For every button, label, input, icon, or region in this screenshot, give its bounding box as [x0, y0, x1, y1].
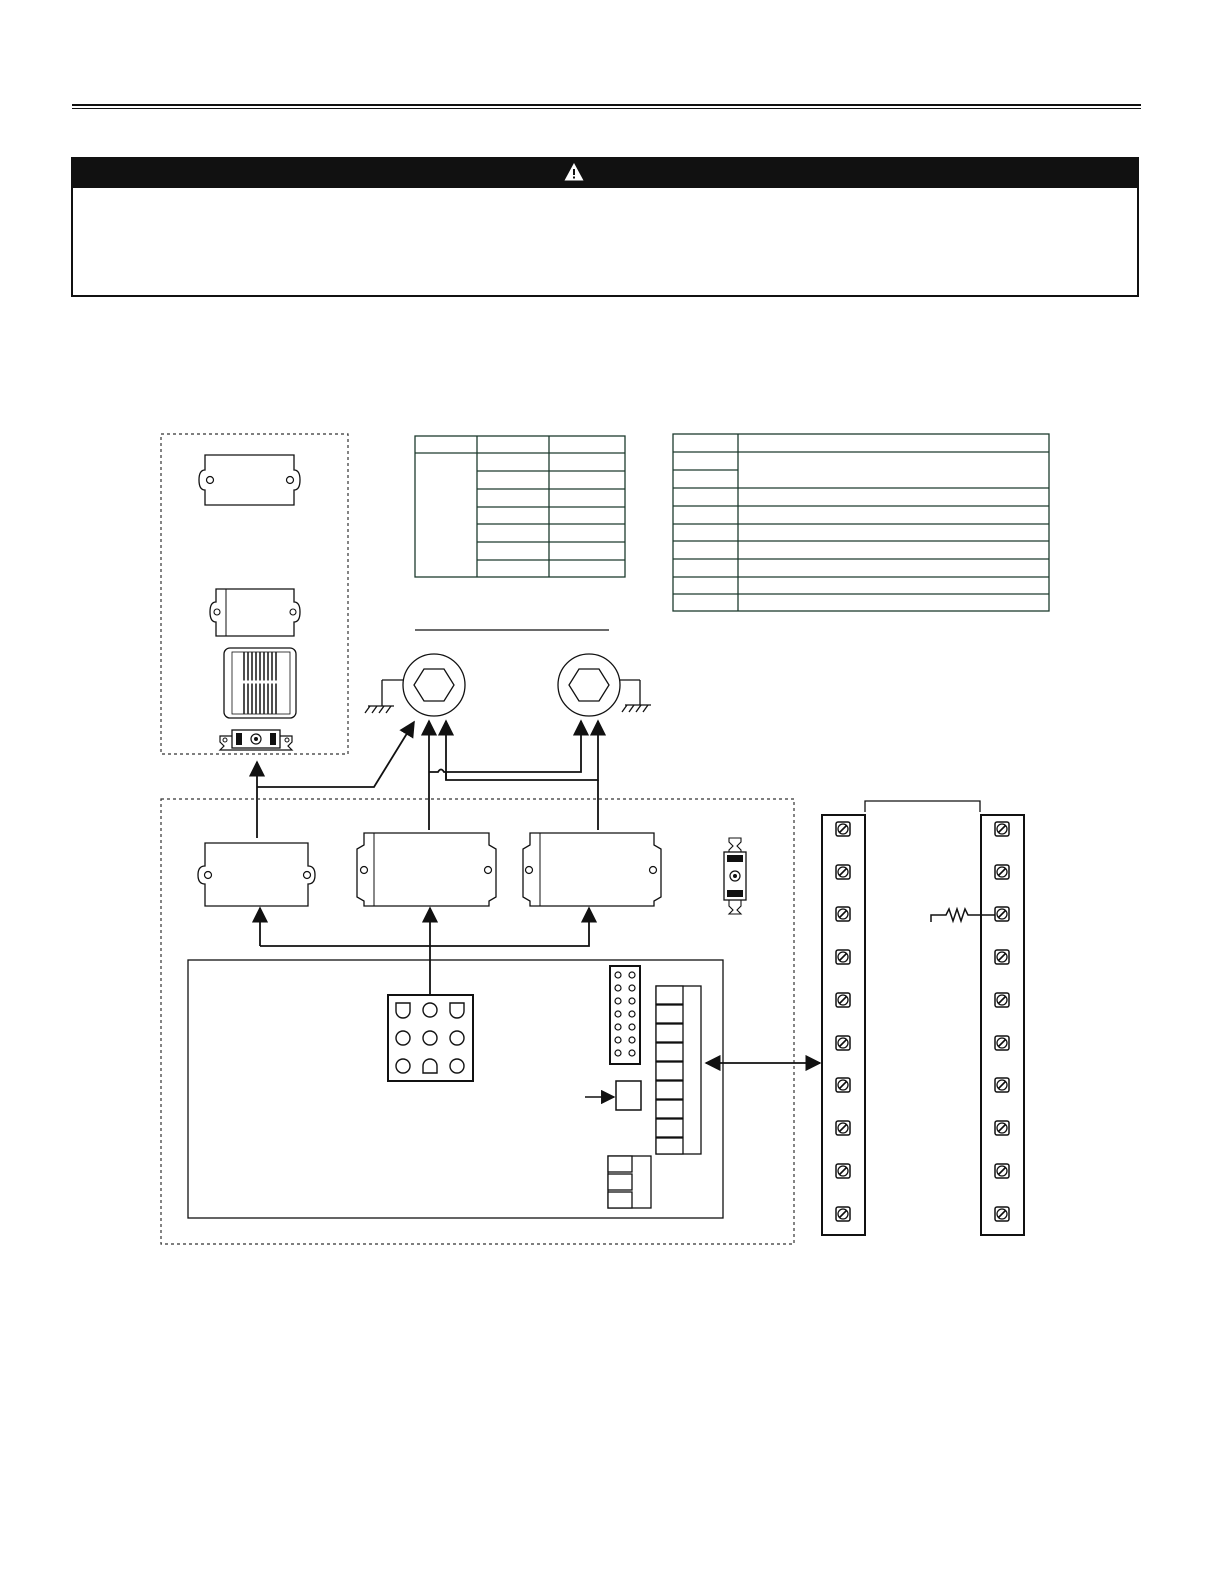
terminal-screw-icon [995, 1121, 1009, 1135]
wiring-table-1 [415, 436, 625, 577]
power-module-icon [357, 833, 496, 906]
terminal-screw-icon [836, 1078, 850, 1092]
ground-icon [365, 680, 403, 713]
heat-sink-icon [224, 648, 296, 718]
terminal-block-icon [822, 815, 865, 1235]
terminal-bracket [865, 801, 980, 812]
ground-icon [620, 680, 651, 712]
terminal-screw-icon [995, 1164, 1009, 1178]
terminal-screw-icon [836, 1121, 850, 1135]
terminal-connector-icon [656, 986, 701, 1154]
terminal-screw-icon [836, 1207, 850, 1221]
wire-connections-upper [257, 721, 598, 838]
jumper-block-icon [616, 1081, 641, 1110]
power-module-icon [210, 589, 300, 636]
pin-header-icon [610, 966, 640, 1064]
terminal-screw-icon [836, 993, 850, 1007]
terminal-screw-icon [995, 1036, 1009, 1050]
fuse-holder-icon [724, 838, 746, 914]
terminal-screw-icon [836, 950, 850, 964]
wire-connections-lower [260, 908, 589, 995]
terminal-screw-icon [995, 950, 1009, 964]
connector-plug-icon [388, 995, 473, 1081]
terminal-screw-icon [995, 822, 1009, 836]
terminal-screw-icon [995, 1078, 1009, 1092]
transformer-icon [198, 843, 315, 906]
terminal-connector-icon [608, 1156, 651, 1208]
terminal-screw-icon [995, 865, 1009, 879]
gas-valve-icon [558, 654, 620, 716]
terminal-screw-icon [836, 865, 850, 879]
terminal-screw-icon [995, 907, 1009, 921]
terminal-screw-icon [995, 1207, 1009, 1221]
terminal-screw-icon [836, 822, 850, 836]
transformer-icon [199, 455, 300, 505]
terminal-screw-icon [836, 907, 850, 921]
terminal-screw-icon [836, 1036, 850, 1050]
terminal-screw-icon [995, 993, 1009, 1007]
power-module-icon [523, 833, 661, 906]
terminal-screw-icon [836, 1164, 850, 1178]
gas-valve-icon [403, 654, 465, 716]
wiring-table-2 [673, 434, 1049, 611]
terminal-block-icon [981, 815, 1024, 1235]
fuse-holder-icon [220, 730, 292, 750]
